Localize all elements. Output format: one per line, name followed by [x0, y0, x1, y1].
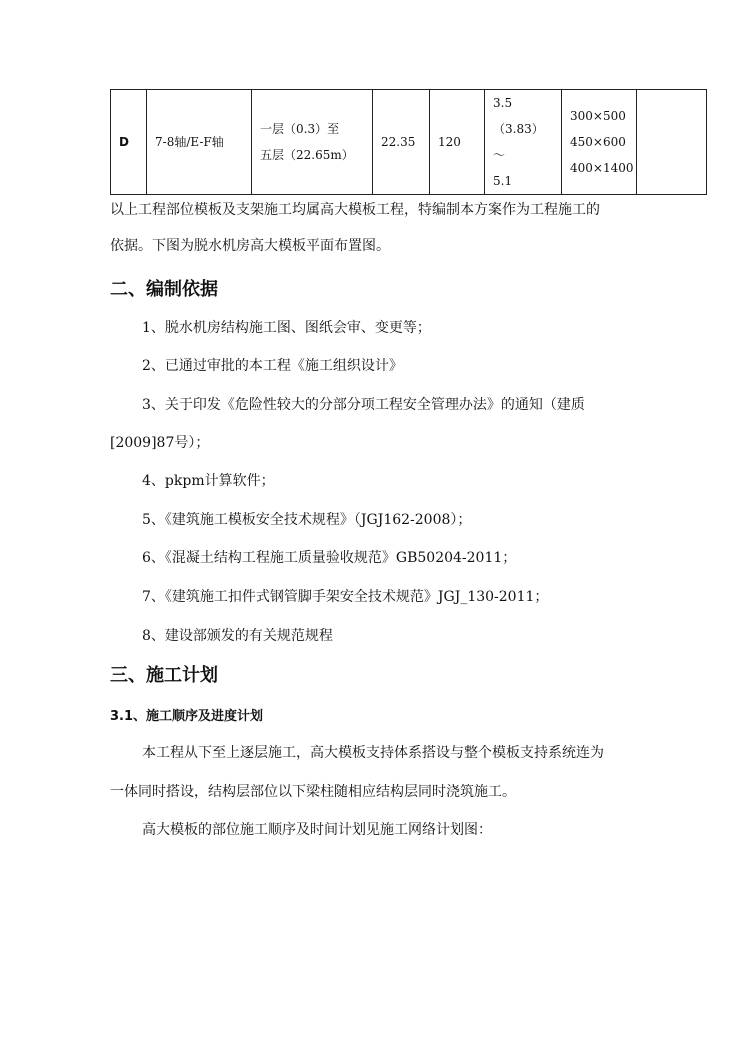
table-cell-thickness: 120 [430, 90, 485, 195]
basis-item-2: 2、已通过审批的本工程《施工组织设计》 [142, 358, 403, 374]
plan-para-1-line-2: 一体同时搭设，结构层部位以下梁柱随相应结构层同时浇筑施工。 [110, 784, 516, 800]
basis-item-4: 4、pkpm计算软件； [142, 473, 275, 489]
section-heading-basis: 二、编制依据 [110, 279, 218, 300]
plan-para-1-line-1: 本工程从下至上逐层施工，高大模板支持体系搭设与整个模板支持系统连为 [142, 745, 604, 761]
floor-line-2: 五层（22.65m） [260, 148, 354, 162]
section-line-1: 300×500 [570, 109, 626, 123]
table-cell-floor [252, 90, 373, 195]
table-cell-axis: 7-8轴/E-F轴 [147, 90, 252, 195]
intro-line-2: 依据。下图为脱水机房高大模板平面布置图。 [110, 238, 390, 254]
basis-item-1: 1、脱水机房结构施工图、图纸会审、变更等； [142, 320, 431, 336]
basis-item-3-cont: [2009]87号）； [110, 435, 210, 451]
table-cell-span [485, 90, 562, 195]
span-line-1: 3.5 [493, 96, 513, 110]
basis-item-7: 7、《建筑施工扣件式钢管脚手架安全技术规范》JGJ_130-2011； [142, 589, 549, 605]
basis-item-8: 8、建设部颁发的有关规范规程 [142, 628, 333, 644]
table-cell-height: 22.35 [373, 90, 430, 195]
subsection-heading-sequence: 3.1、施工顺序及进度计划 [110, 709, 264, 724]
basis-item-3: 3、关于印发《危险性较大的分部分项工程安全管理办法》的通知（建质 [142, 397, 585, 413]
basis-item-6: 6、《混凝土结构工程施工质量验收规范》GB50204-2011； [142, 550, 517, 566]
section-heading-plan: 三、施工计划 [110, 665, 218, 686]
formwork-table [110, 89, 707, 195]
span-line-2: （3.83）～ [493, 122, 544, 162]
intro-line-1: 以上工程部位模板及支架施工均属高大模板工程，特编制本方案作为工程施工的 [110, 202, 600, 218]
basis-item-5: 5、《建筑施工模板安全技术规程》（JGJ162-2008）； [142, 512, 472, 528]
span-line-3: 5.1 [493, 174, 513, 188]
section-line-3: 400×1400 [570, 161, 634, 175]
table-cell-id: D [111, 90, 147, 195]
plan-para-2: 高大模板的部位施工顺序及时间计划见施工网络计划图： [142, 822, 492, 838]
table-cell-section [562, 90, 637, 195]
floor-line-1: 一层（0.3）至 [260, 122, 340, 136]
table-row [111, 90, 707, 195]
table-cell-extra [637, 90, 707, 195]
section-line-2: 450×600 [570, 135, 626, 149]
